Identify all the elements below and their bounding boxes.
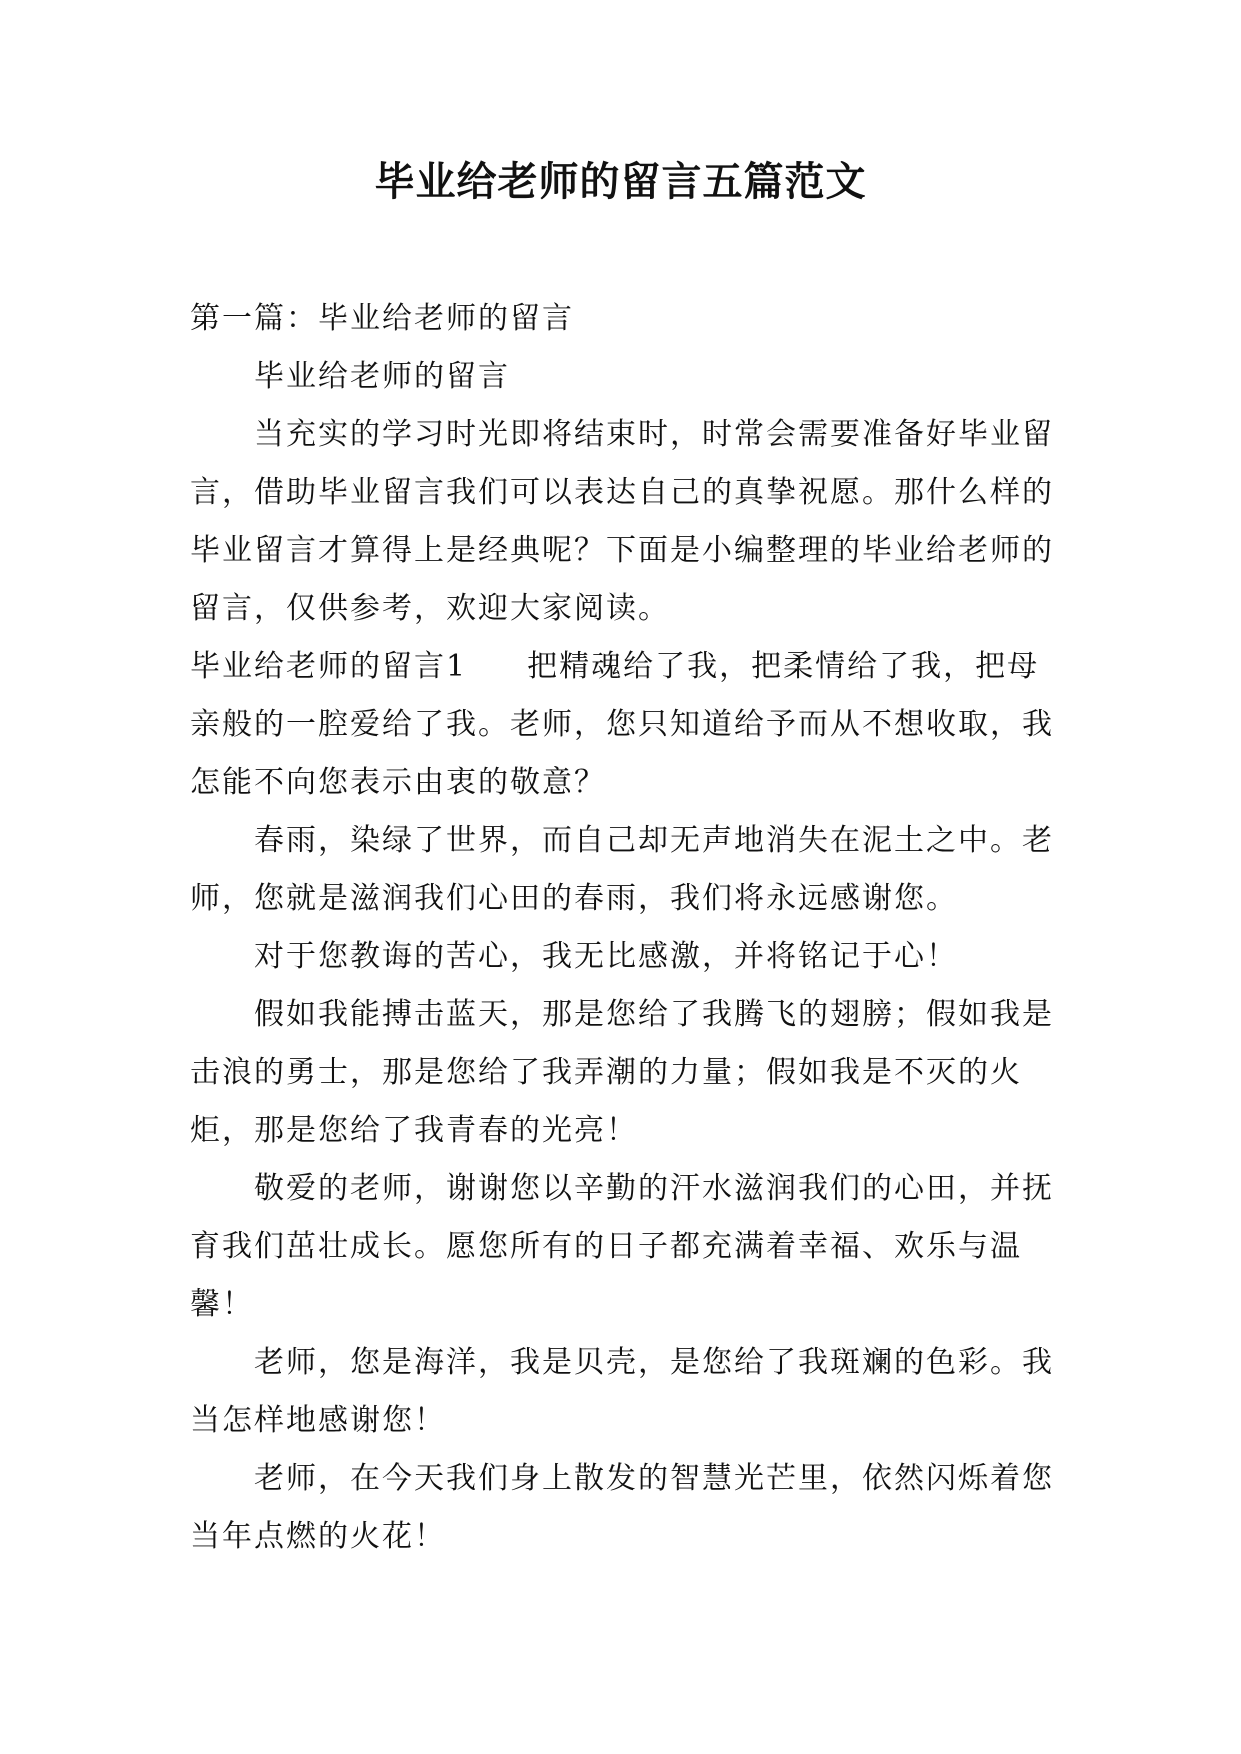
section-heading: 第一篇：毕业给老师的留言 bbox=[190, 301, 574, 336]
subheading: 毕业给老师的留言 bbox=[254, 359, 510, 394]
document-title: 毕业给老师的留言五篇范文 bbox=[374, 159, 867, 205]
document-body bbox=[190, 290, 1070, 1566]
paragraph: 对于您教诲的苦心，我无比感激，并将铭记于心！ bbox=[254, 939, 958, 974]
paragraph: 敬爱的老师，谢谢您以辛勤的汗水滋润我们的心田，并抚育我们茁壮成长。愿您所有的日子都充满着幸福、欢乐与温馨！ bbox=[190, 1171, 1054, 1322]
paragraph: 春雨，染绿了世界，而自己却无声地消失在泥土之中。老师，您就是滋润我们心田的春雨，我们将永远感谢您。 bbox=[190, 823, 1054, 916]
item-1-label: 毕业给老师的留言1 bbox=[190, 649, 468, 684]
intro-paragraph: 当充实的学习时光即将结束时，时常会需要准备好毕业留言，借助毕业留言我们可以表达自己的真挚祝愿。那什么样的毕业留言才算得上是经典呢？下面是小编整理的毕业给老师的留言，仅供参考，欢迎大家阅读。 bbox=[190, 417, 1054, 626]
item-1-paragraph bbox=[190, 638, 1070, 812]
paragraph: 老师，您是海洋，我是贝壳，是您给了我斑斓的色彩。我当怎样地感谢您！ bbox=[190, 1345, 1054, 1438]
paragraph: 老师，在今天我们身上散发的智慧光芒里，依然闪烁着您当年点燃的火花！ bbox=[190, 1461, 1054, 1554]
item-1-text: 把精魂给了我，把柔情给了我，把母亲般的一腔爱给了我。老师，您只知道给予而从不想收取，我怎能不向您表示由衷的敬意？ bbox=[190, 649, 1054, 800]
paragraph: 假如我能搏击蓝天，那是您给了我腾飞的翅膀；假如我是击浪的勇士，那是您给了我弄潮的力量；假如我是不灭的火炬，那是您给了我青春的光亮！ bbox=[190, 997, 1054, 1148]
